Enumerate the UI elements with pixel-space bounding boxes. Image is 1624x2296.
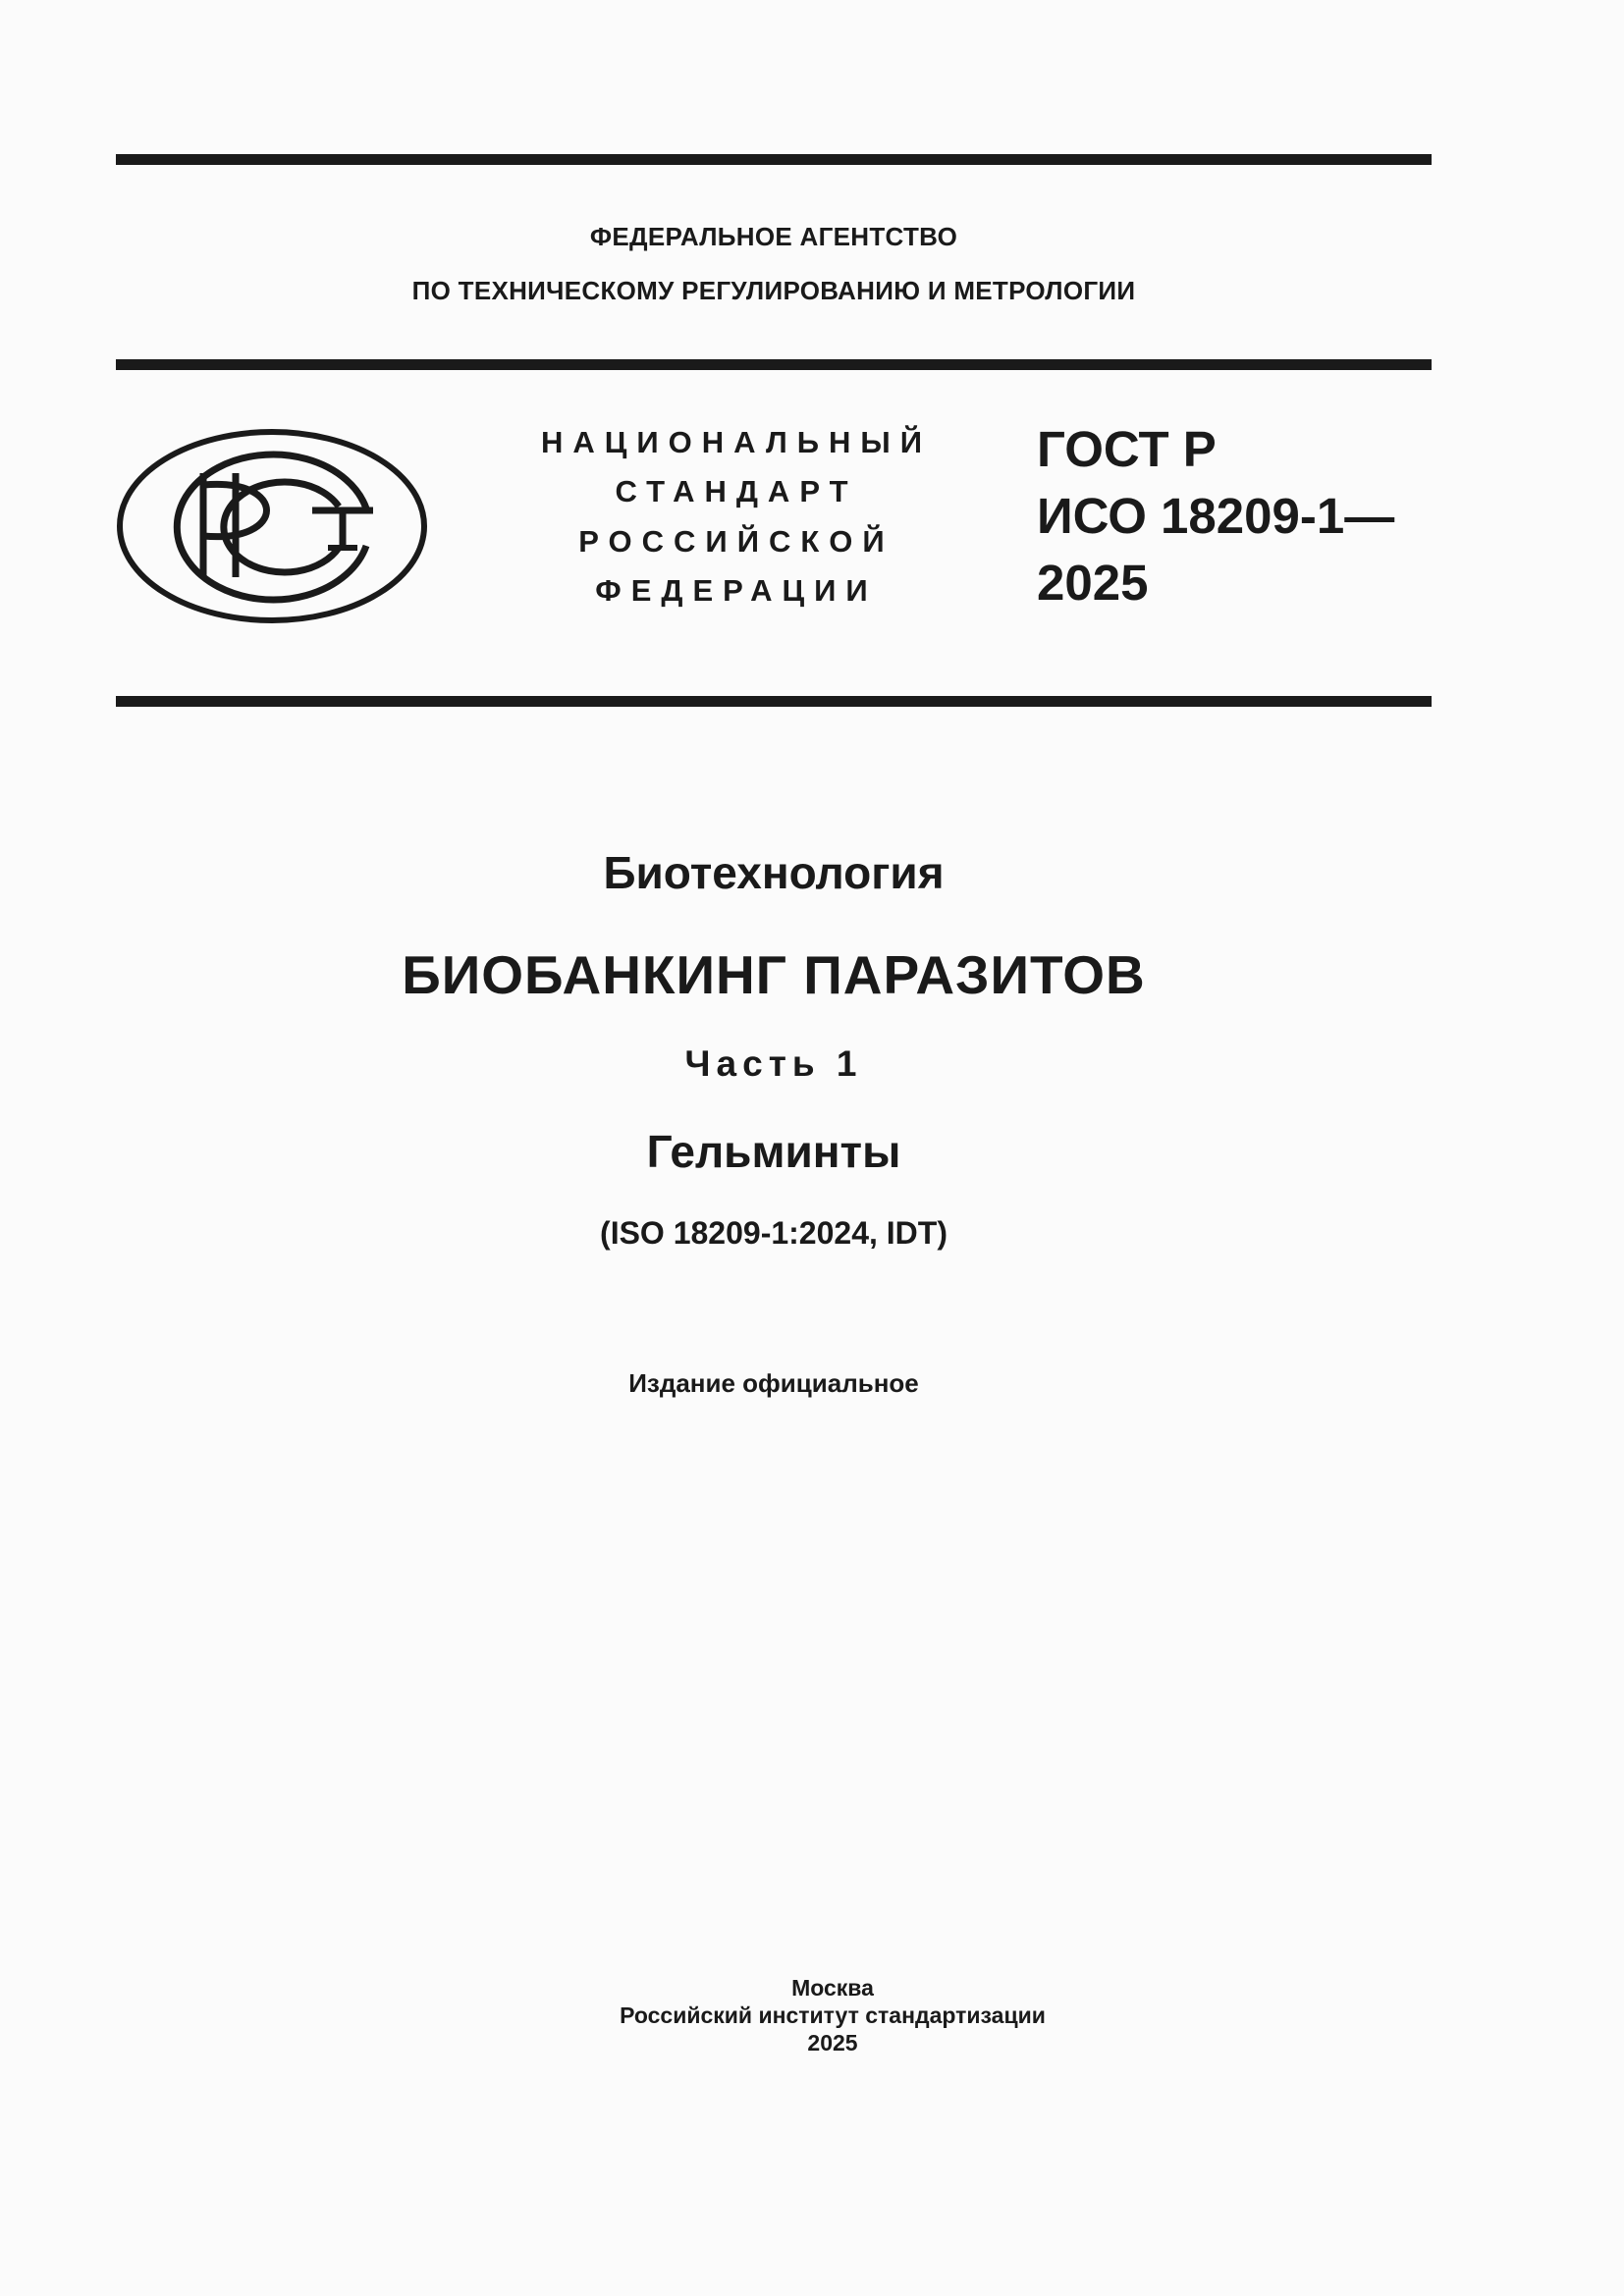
edition-label: Издание официальное [628, 1368, 919, 1398]
title-part: Часть 1 [684, 1043, 863, 1084]
national-standard-line-4: ФЕДЕРАЦИИ [595, 573, 878, 608]
header-bottom-rule [116, 696, 1432, 707]
title-subtitle: Гельминты [646, 1126, 901, 1177]
designation-line-1: ГОСТ Р [1037, 421, 1217, 477]
publisher-city: Москва [791, 1975, 874, 2001]
top-rule [116, 154, 1432, 165]
title-identity: (ISO 18209-1:2024, IDT) [600, 1215, 947, 1251]
national-standard-line-3: РОССИЙСКОЙ [578, 524, 894, 559]
rst-logo [116, 428, 428, 624]
national-standard-line-1: НАЦИОНАЛЬНЫЙ [540, 425, 933, 459]
designation-line-2: ИСО 18209-1— [1037, 488, 1395, 544]
title-main: БИОБАНКИНГ ПАРАЗИТОВ [402, 944, 1146, 1005]
agency-name-line-1: ФЕДЕРАЛЬНОЕ АГЕНТСТВО [589, 222, 958, 251]
national-standard-line-2: СТАНДАРТ [615, 474, 858, 508]
publisher-name: Российский институт стандартизации [620, 2002, 1046, 2028]
title-field: Биотехнология [603, 847, 945, 898]
designation-line-3: 2025 [1037, 555, 1149, 611]
rst-certification-mark-icon [116, 428, 428, 624]
publisher-year: 2025 [807, 2030, 858, 2056]
agency-name-line-2: ПО ТЕХНИЧЕСКОМУ РЕГУЛИРОВАНИЮ И МЕТРОЛОГИИ [411, 276, 1136, 305]
agency-divider-rule [116, 359, 1432, 370]
